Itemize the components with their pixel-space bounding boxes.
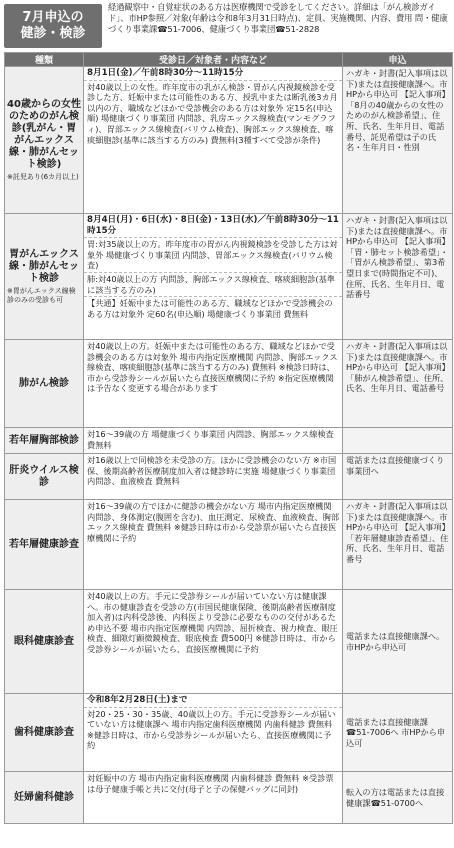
row-date: 8月4日(月)・6日(水)・8日(金)・13日(水)／午前8時30分～11時15分 xyxy=(87,215,339,236)
row-apply-cell xyxy=(343,428,453,454)
row-name: 肺がん検診 xyxy=(19,377,69,389)
row-name-cell xyxy=(5,428,84,454)
row-content-cell xyxy=(84,214,343,340)
row-name: 胃がんエックス線・肺がんセット検診 xyxy=(9,248,79,284)
row-name-cell xyxy=(5,454,84,500)
column-header-details: 受診日／対象者・内容など xyxy=(84,53,343,67)
row-detail: 対妊娠中の方 場市内指定歯科医療機関 内歯科健診 費無料 ※受診票は母子健康手帳と共に交付(母子と子の保健バッグに同封) xyxy=(87,773,334,794)
row-content-cell xyxy=(84,428,343,454)
row-content-cell xyxy=(84,500,343,590)
row-content-cell xyxy=(84,340,343,428)
row-name: 若年層健康診査 xyxy=(9,538,79,550)
row-content-cell xyxy=(84,694,343,772)
row-detail: 対16～39歳の方 場健康づくり事業団 内問診、胸部エックス線検査 費無料 xyxy=(87,429,334,450)
table-row xyxy=(5,694,453,772)
row-detail: 対16歳以上で同検診を未受診の方。ほかに受診機会のない方 ※市国保、後期高齢者医療制度加入者は健診時に実施 場健康づくり事業団 内問診、血液検査 費無料 xyxy=(87,455,337,487)
row-name: 若年層胸部検診 xyxy=(9,434,79,446)
intro-text: 経過観察中・自覚症状のある方は医療機関で受診をしてください。詳細は「がん検診ガイド」、市HP参照／対象(年齢は令和8年3月31日時点)、定員、実施機関、内容、費用 問・健康づくり事業課☎51-7006、健康づくり事業団☎51-2828 xyxy=(108,2,448,34)
row-apply-cell: ハガキ・封書(記入事項は以下)または直接健康課へ。市HPから申込可 【記入事項】「8月の40歳からの女性のためのがん検診希望」、住所、氏名、生年月日、電話番号、託児希望は子の氏名・生年月日・性別 xyxy=(343,67,453,214)
table-row xyxy=(5,67,453,214)
table-row xyxy=(5,428,453,454)
row-content-cell xyxy=(84,590,343,694)
row-detail: 肺:対40歳以上の方 内問診、胸部エックス線検査、喀痰細胞診(基準に該当する方のみ) xyxy=(84,272,342,296)
row-detail: 対20・25・30・35歳、40歳以上の方。手元に受診券シールが届いていない方は健康課へ 場市内指定歯科医療機関 内歯科健診 費無料 ※健診日時は、市から受診券シールが届いたら、直接医療機関に予約 xyxy=(84,707,342,752)
row-detail: 対16～39歳の方でほかに健診の機会がない方 場市内指定医療機関 内問診、身体測定(腹囲を含む)、血圧測定、尿検査、血液検査、胸部エックス線検査 費無料 ※健診日時は市から受診票が届いたら直接医療機関に予約 xyxy=(87,501,340,543)
row-name-cell xyxy=(5,772,84,824)
row-note: ※託児あり(6カ月以上) xyxy=(7,172,79,181)
row-name: 40歳からの女性のためのがん検診(乳がん・胃がんエックス線・肺がんセット検診) xyxy=(7,98,81,170)
header xyxy=(0,0,454,50)
row-name: 眼科健康診査 xyxy=(14,635,74,647)
column-header-apply: 申込 xyxy=(343,53,453,67)
section-title-line2: 健診・検診 xyxy=(20,26,86,41)
table-header-row xyxy=(5,53,453,67)
table-row xyxy=(5,454,453,500)
row-name: 妊婦歯科健診 xyxy=(14,791,74,803)
row-detail: 対40歳以上の方。手元に受診券シールが届いていない方は健康課へ。市の健康診査を受診の方(市国民健康保険、後期高齢者医療制度加入者)は内科受診後、内科医より受診に必要なものの交付があるため申込不要 場市内指定医療機関 内問診、屈折検査、視力検査、眼圧検査、細隙灯顕微鏡検査、眼底検査 費500円 ※健診日時は、市から受診券シールが届いたら、直接医療機関に予約 xyxy=(87,591,338,654)
section-title xyxy=(4,4,102,48)
section-title-line1: 7月申込の xyxy=(22,10,84,25)
table-row xyxy=(5,590,453,694)
checkup-table xyxy=(4,52,453,824)
row-content-cell xyxy=(84,454,343,500)
row-note: ※胃がんエックス線検診のみの受診も可 xyxy=(7,286,76,304)
column-header-type: 種類 xyxy=(5,53,84,67)
row-content-cell xyxy=(84,67,343,214)
row-content-cell xyxy=(84,772,343,824)
row-detail: 対40歳以上の女性。昨年度市の乳がん検診・胃がん内視鏡検診を受診した方、妊娠中または可能性のある方、授乳中または断乳後3カ月以内の方、職域などほかで受診機会のある方は対象外 定15名(申込順) 場健康づくり事業団 内問診、乳房エックス線検査(マンモグラフィ)、胃部エックス線検査(バリウム検査)、胸部エックス線検査、喀痰細胞診(基準に該当する方のみ) 費無料(3種すべて受診が条件) xyxy=(84,80,342,147)
row-apply-cell: 電話または直接健康課☎51-7006へ 市HPから申込可 xyxy=(343,694,453,772)
row-apply-cell: 電話または直接健康課へ。市HPから申込可 xyxy=(343,590,453,694)
row-apply-cell: ハガキ・封書(記入事項は以下)または直接健康課へ。市HPから申込可 【記入事項】「胃・肺セット検診希望」・「胃がん検診希望」、第3希望日まで(時間指定不可)、住所、氏名、生年月日、電話番号 xyxy=(343,214,453,340)
table-row xyxy=(5,772,453,824)
row-name-cell xyxy=(5,214,84,340)
row-name-cell xyxy=(5,67,84,214)
table-row xyxy=(5,500,453,590)
row-apply-cell: ハガキ・封書(記入事項は以下)または直接健康課へ。市HPから申込可 【記入事項】「肺がん検診希望」、住所、氏名、生年月日、電話番号 xyxy=(343,340,453,428)
row-name: 歯科健康診査 xyxy=(14,726,74,738)
row-apply-cell: 転入の方は電話または直接健康課☎51-0700へ xyxy=(343,772,453,824)
row-name-cell xyxy=(5,694,84,772)
row-detail: 胃:対35歳以上の方。昨年度市の胃がん内視鏡検診を受診した方は対象外 場健康づくり事業団 内問診、胃部エックス線検査(バリウム検査) xyxy=(84,237,342,272)
row-detail: 【共通】妊娠中または可能性のある方、職域などほかで受診機会のある方は対象外 定60名(申込順) 場健康づくり事業団 費無料 xyxy=(84,296,342,320)
row-date: 令和8年2月28日(土)まで xyxy=(87,695,188,705)
row-name-cell xyxy=(5,590,84,694)
table-row xyxy=(5,340,453,428)
row-name: 肝炎ウイルス検診 xyxy=(9,464,79,488)
row-date: 8月1日(金)／午前8時30分～11時15分 xyxy=(87,68,244,78)
row-apply-cell: ハガキ・封書(記入事項は以下)または直接健康課へ。市HPから申込可 【記入事項】「若年層健康診査希望」、住所、氏名、生年月日、電話番号 xyxy=(343,500,453,590)
row-name-cell xyxy=(5,340,84,428)
row-detail: 対40歳以上の方。妊娠中または可能性のある方、職域などほかで受診機会のある方は対象外 場市内指定医療機関 内問診、胸部エックス線検査、喀痰細胞診(基準に該当する方のみ) 費無料 ※検診日時は、市から受診券シールが届いたら直接医療機関に予約 ※指定医療機関は予告なく変更する場合があります xyxy=(87,341,338,394)
table-row xyxy=(5,214,453,340)
row-name-cell xyxy=(5,500,84,590)
row-apply-cell: 電話または直接健康づくり事業団へ xyxy=(343,454,453,500)
